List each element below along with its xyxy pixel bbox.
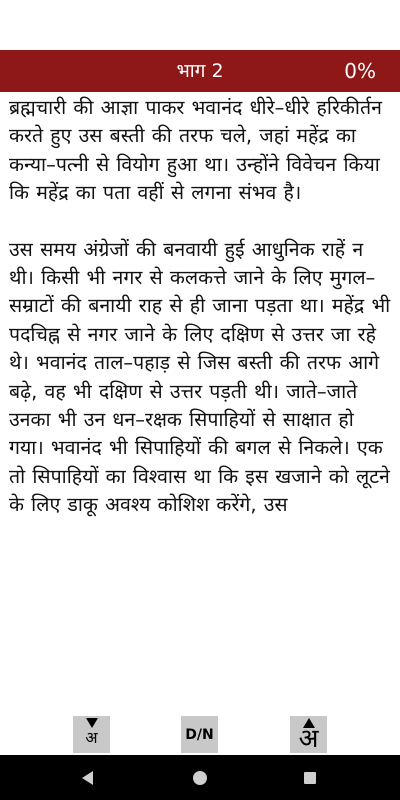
font-decrease-button[interactable]: [73, 716, 110, 753]
back-button[interactable]: [58, 755, 118, 800]
recents-square-icon: [302, 770, 318, 786]
paragraph: ब्रह्मचारी की आज्ञा पाकर भवानंद धीरे–धीरे हरिकीर्तन करते हुए उस बस्ती की तरफ चले, जहां महेंद्र का कन्या–पत्नी से वियोग हुआ था। उन्होंने विवेचन किया कि महेंद्र का पता वहीं से लगना संभव है।: [9, 96, 382, 205]
arrow-up-icon: [303, 718, 315, 728]
font-increase-button[interactable]: [290, 716, 327, 753]
day-night-label: D/N: [185, 726, 214, 743]
reading-progress: 0%: [344, 59, 376, 83]
header-bar: [0, 50, 400, 92]
reader-controls: [0, 712, 400, 754]
day-night-toggle-button[interactable]: [181, 716, 218, 753]
home-button[interactable]: [170, 755, 230, 800]
paragraph: उस समय अंग्रेजों की बनवायी हुई आधुनिक राहें न थी। किसी भी नगर से कलकत्ते जाने के लिए मुगल–सम्राटों की बनायी राह से ही जाना पड़ता था। महेंद्र भी पदचिह्न से नगर जाने के लिए दक्षिण से उत्तर जा रहे थे। भवानंद ताल–पहाड़ से जिस बस्ती की तरफ आगे बढ़े, वह भी दक्षिण से उत्तर पड़ती थी। जाते–जाते उनका भी उन धन–रक्षक सिपाहियों से साक्षात हो गया। भवानंद भी सिपाहियों की बगल से निकले। एक तो सिपाहियों का विश्वास था कि इस खजाने को लूटने के लिए डाकू अवश्य कोशिश करेंगे, उस: [9, 237, 391, 517]
recents-button[interactable]: [280, 755, 340, 800]
system-navigation-bar: [0, 755, 400, 800]
home-circle-icon: [191, 769, 209, 787]
chapter-title: भाग 2: [176, 60, 224, 82]
font-decrease-label: अ: [85, 727, 98, 747]
font-increase-label: अ: [298, 723, 319, 754]
back-triangle-icon: [80, 770, 96, 786]
arrow-down-icon: [86, 718, 98, 728]
reading-text-area[interactable]: [9, 94, 393, 706]
status-bar: [0, 0, 400, 50]
